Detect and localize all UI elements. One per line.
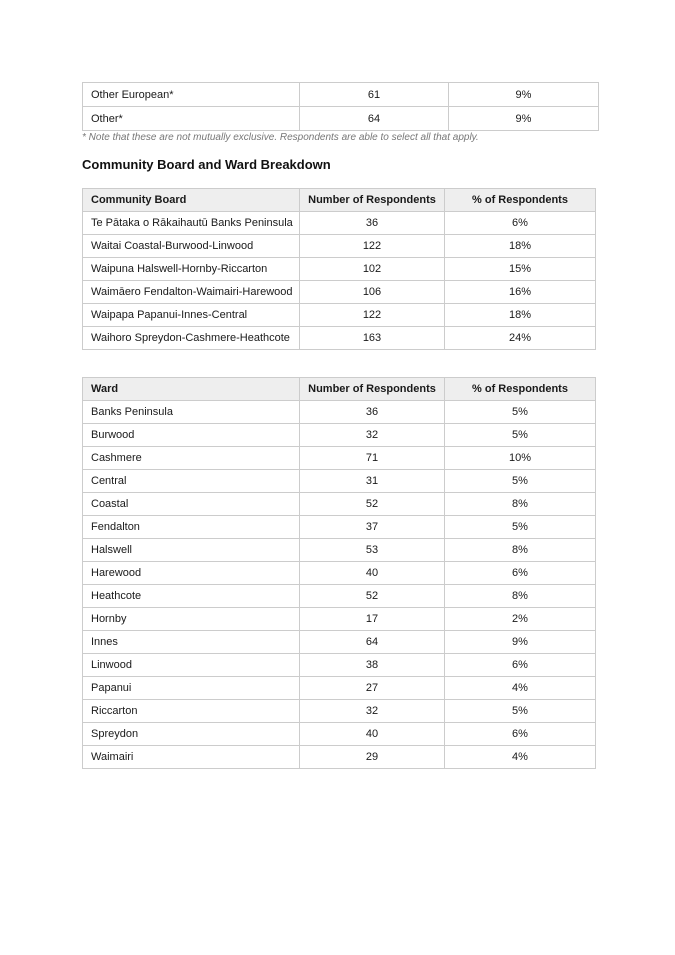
- row-label: Waimairi: [83, 746, 300, 769]
- row-label: Hornby: [83, 608, 300, 631]
- row-label: Waihoro Spreydon-Cashmere-Heathcote: [83, 327, 300, 350]
- row-label: Cashmere: [83, 447, 300, 470]
- row-label: Waitai Coastal-Burwood-Linwood: [83, 235, 300, 258]
- row-count: 27: [300, 677, 445, 700]
- row-percent: 6%: [445, 723, 596, 746]
- table-row: [83, 562, 596, 585]
- table-header-row: [83, 189, 596, 212]
- table-row: [83, 585, 596, 608]
- table-row: [83, 631, 596, 654]
- row-percent: 8%: [445, 493, 596, 516]
- row-percent: 16%: [445, 281, 596, 304]
- row-percent: 10%: [445, 447, 596, 470]
- row-count: 163: [300, 327, 445, 350]
- column-header-percent: % of Respondents: [445, 378, 596, 401]
- row-percent: 6%: [445, 562, 596, 585]
- row-percent: 6%: [445, 654, 596, 677]
- row-count: 106: [300, 281, 445, 304]
- row-count: 52: [300, 585, 445, 608]
- table-row: [83, 304, 596, 327]
- table-row: [83, 493, 596, 516]
- row-label: Innes: [83, 631, 300, 654]
- row-count: 36: [300, 401, 445, 424]
- table-row: [83, 700, 596, 723]
- row-count: 53: [300, 539, 445, 562]
- ward-table: [82, 377, 596, 769]
- row-label: Halswell: [83, 539, 300, 562]
- row-count: 40: [300, 562, 445, 585]
- row-label: Harewood: [83, 562, 300, 585]
- table-row: [83, 258, 596, 281]
- table-row: [83, 608, 596, 631]
- row-count: 17: [300, 608, 445, 631]
- ethnicity-table: [82, 82, 599, 131]
- row-count: 32: [300, 424, 445, 447]
- row-label: Papanui: [83, 677, 300, 700]
- row-percent: 5%: [445, 470, 596, 493]
- section-title: Community Board and Ward Breakdown: [82, 157, 331, 172]
- row-count: 71: [300, 447, 445, 470]
- row-percent: 18%: [445, 304, 596, 327]
- table-row: [83, 327, 596, 350]
- row-percent: 4%: [445, 677, 596, 700]
- row-label: Coastal: [83, 493, 300, 516]
- row-label: Central: [83, 470, 300, 493]
- column-header-percent: % of Respondents: [445, 189, 596, 212]
- table-row: [83, 677, 596, 700]
- footnote: * Note that these are not mutually exclusive. Respondents are able to select all that apply.: [82, 132, 479, 143]
- row-label: Waipuna Halswell-Hornby-Riccarton: [83, 258, 300, 281]
- row-count: 64: [300, 107, 449, 131]
- table-row: [83, 107, 599, 131]
- table-row: [83, 424, 596, 447]
- table-row: [83, 401, 596, 424]
- row-count: 52: [300, 493, 445, 516]
- ethnicity-table-body: [83, 83, 599, 131]
- row-label: Heathcote: [83, 585, 300, 608]
- row-label: Other*: [83, 107, 300, 131]
- row-label: Burwood: [83, 424, 300, 447]
- column-header-number: Number of Respondents: [300, 189, 445, 212]
- row-label: Waimāero Fendalton-Waimairi-Harewood: [83, 281, 300, 304]
- row-percent: 4%: [445, 746, 596, 769]
- table-row: [83, 746, 596, 769]
- table-header-row: [83, 378, 596, 401]
- row-percent: 8%: [445, 585, 596, 608]
- row-percent: 2%: [445, 608, 596, 631]
- row-count: 61: [300, 83, 449, 107]
- table-row: [83, 539, 596, 562]
- row-count: 36: [300, 212, 445, 235]
- row-count: 40: [300, 723, 445, 746]
- row-label: Te Pātaka o Rākaihautū Banks Peninsula: [83, 212, 300, 235]
- table-row: [83, 83, 599, 107]
- row-percent: 5%: [445, 700, 596, 723]
- row-label: Fendalton: [83, 516, 300, 539]
- row-count: 31: [300, 470, 445, 493]
- row-percent: 18%: [445, 235, 596, 258]
- table-row: [83, 654, 596, 677]
- row-percent: 5%: [445, 516, 596, 539]
- table-row: [83, 516, 596, 539]
- row-count: 102: [300, 258, 445, 281]
- column-header-ward: Ward: [83, 378, 300, 401]
- table-row: [83, 723, 596, 746]
- row-percent: 15%: [445, 258, 596, 281]
- table-row: [83, 447, 596, 470]
- row-label: Riccarton: [83, 700, 300, 723]
- row-percent: 5%: [445, 424, 596, 447]
- community-board-table: [82, 188, 596, 350]
- table-row: [83, 281, 596, 304]
- row-label: Other European*: [83, 83, 300, 107]
- row-percent: 6%: [445, 212, 596, 235]
- row-count: 37: [300, 516, 445, 539]
- row-label: Banks Peninsula: [83, 401, 300, 424]
- row-percent: 8%: [445, 539, 596, 562]
- table-row: [83, 212, 596, 235]
- row-count: 32: [300, 700, 445, 723]
- row-count: 122: [300, 304, 445, 327]
- row-percent: 9%: [445, 631, 596, 654]
- row-percent: 9%: [449, 107, 599, 131]
- table-row: [83, 235, 596, 258]
- row-count: 122: [300, 235, 445, 258]
- row-count: 38: [300, 654, 445, 677]
- row-label: Linwood: [83, 654, 300, 677]
- table-row: [83, 470, 596, 493]
- column-header-community-board: Community Board: [83, 189, 300, 212]
- row-percent: 24%: [445, 327, 596, 350]
- row-percent: 5%: [445, 401, 596, 424]
- row-label: Waipapa Papanui-Innes-Central: [83, 304, 300, 327]
- row-label: Spreydon: [83, 723, 300, 746]
- row-count: 29: [300, 746, 445, 769]
- row-count: 64: [300, 631, 445, 654]
- column-header-number: Number of Respondents: [300, 378, 445, 401]
- row-percent: 9%: [449, 83, 599, 107]
